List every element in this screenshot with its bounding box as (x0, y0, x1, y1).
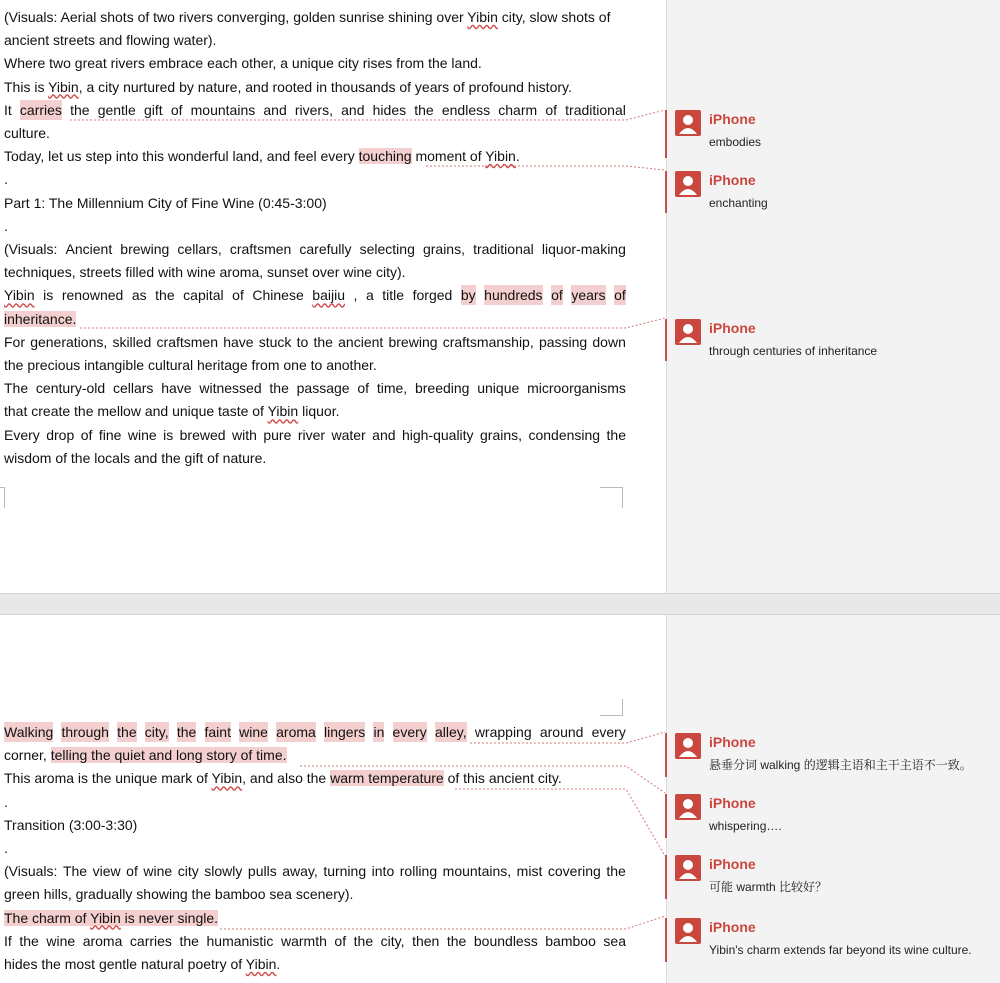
text-run: down (592, 333, 626, 350)
text-run: Transition (3:00-3:30) (4, 816, 138, 833)
crop-mark (600, 487, 623, 508)
commented-text: of (551, 287, 563, 304)
text-line[interactable] (4, 792, 626, 812)
comment-text: through centuries of inheritance (709, 344, 878, 358)
text-run: Ancient (65, 241, 113, 257)
text-run: passing (538, 333, 588, 350)
text-run: rolling (399, 863, 438, 880)
text-run: traditional (565, 101, 626, 118)
text-run: corner, (4, 747, 51, 764)
text-run: pulls (247, 863, 277, 880)
text-run: moment of (411, 148, 486, 165)
commented-text: touching (358, 148, 412, 165)
text-line[interactable] (4, 355, 626, 375)
text-run: is (43, 287, 54, 304)
text-run: title (382, 287, 405, 304)
text-run: Part 1: The Millennium City of Fine Wine (0:45-3:00) (4, 194, 327, 211)
text-run: . (4, 217, 8, 234)
text-line[interactable] (4, 146, 626, 166)
commented-text: in (373, 724, 385, 740)
text-run: city, slow shots of (497, 9, 611, 25)
comment-balloon[interactable] (665, 918, 995, 962)
comment-author: iPhone (709, 320, 756, 336)
text-run: mist (516, 863, 543, 880)
text-run: breeding (414, 380, 470, 397)
text-run: techniques, streets filled with wine aroma, sunset over wine city). (4, 264, 406, 281)
text-line[interactable] (4, 954, 626, 974)
text-run: stuck (258, 333, 292, 350)
comment-text: Yibin's charm extends far beyond its wine culture. (709, 943, 972, 957)
text-run: away, (282, 863, 318, 880)
text-run: warmth (280, 932, 327, 949)
commented-text: warm temperature (330, 770, 444, 787)
text-run: city, (380, 932, 405, 949)
text-run: culture. (4, 125, 50, 141)
text-line[interactable] (4, 722, 626, 742)
text-run: of (334, 932, 347, 949)
comment-text: 可能 warmth 比较好？ (709, 880, 828, 894)
commented-text: city, (144, 724, 169, 740)
text-line[interactable] (4, 908, 626, 928)
text-run: century-old (35, 380, 106, 397)
text-run: the (446, 932, 467, 949)
text-line[interactable] (4, 100, 626, 120)
comment-author: iPhone (709, 795, 756, 811)
text-run: brewed (179, 426, 226, 443)
text-run: Chinese (252, 287, 304, 304)
text-run: to (296, 333, 309, 350)
comment-author: iPhone (709, 919, 756, 935)
text-run: green hills, gradually showing the bamboo sea scenery). (4, 886, 354, 903)
commented-text: of (614, 287, 626, 304)
comment-text: whispering…. (709, 819, 782, 833)
comment-text: 悬垂分词 walking 的逻辑主语和主干主语不一致。 (709, 758, 972, 772)
text-run: view (92, 863, 121, 880)
text-run: city (177, 863, 199, 880)
text-run: unique (477, 380, 520, 397)
text-line[interactable] (4, 53, 626, 73)
text-run: gift (143, 101, 163, 118)
text-run: mountains, (442, 863, 512, 880)
text-line[interactable] (4, 332, 626, 352)
text-run: into (371, 863, 395, 880)
text-run: water (331, 426, 366, 443)
commented-text: the (176, 724, 197, 740)
commented-text: wine (239, 724, 268, 740)
text-run: pure (263, 426, 292, 443)
comment-author: iPhone (709, 111, 756, 127)
text-run: the (19, 932, 39, 949)
text-line[interactable] (4, 401, 626, 421)
text-run: wine (127, 426, 157, 443)
text-run: This aroma is the unique mark of (4, 770, 212, 787)
user-icon (675, 110, 701, 136)
text-line[interactable] (4, 30, 626, 50)
text-run: , (353, 287, 358, 304)
text-run: the (269, 380, 289, 397)
document-page-2[interactable] (0, 615, 666, 983)
comment-balloon[interactable] (665, 319, 995, 361)
commented-text: aroma (276, 724, 316, 740)
text-line[interactable] (4, 169, 626, 189)
text-run: Yibin (485, 148, 516, 165)
text-line[interactable] (4, 838, 626, 858)
text-line[interactable] (4, 378, 626, 398)
text-run: passage (296, 380, 350, 397)
text-run: condensing (528, 426, 601, 443)
comment-balloon[interactable] (665, 171, 995, 213)
text-run: grains, (422, 241, 465, 257)
text-run: Yibin (245, 956, 277, 972)
text-run: a (365, 287, 374, 304)
text-line[interactable] (4, 285, 626, 305)
text-run: and (263, 101, 287, 118)
text-run: cellars (112, 380, 154, 397)
text-run: and (372, 426, 396, 443)
text-run: as (131, 287, 147, 304)
text-run: generations, (30, 333, 108, 350)
user-icon (675, 319, 701, 345)
comment-author: iPhone (709, 856, 756, 872)
user-icon (675, 855, 701, 881)
commented-text: is never single. (120, 909, 219, 926)
text-run: (Visuals: Aerial shots of two rivers converging, golden sunrise shining over (4, 9, 468, 25)
text-run: brewing (120, 241, 170, 257)
text-line[interactable] (4, 262, 626, 282)
text-run: Where two great rivers embrace each other, a unique city rises from the land. (4, 55, 482, 72)
comment-author: iPhone (709, 734, 756, 750)
text-line[interactable] (4, 745, 626, 765)
comment-margin-1 (666, 0, 1000, 593)
document-page-1[interactable] (0, 0, 666, 593)
text-run: . (515, 148, 520, 165)
text-run: . (4, 171, 8, 188)
text-line[interactable] (4, 931, 626, 951)
text-run: covering (547, 863, 601, 880)
text-run: (Visuals: (4, 241, 58, 257)
text-run: If (4, 932, 12, 949)
text-run: , and also the (242, 770, 331, 787)
text-run: drop (46, 426, 75, 443)
text-run: selecting (359, 241, 415, 257)
commented-text: inheritance. (4, 310, 77, 327)
text-line[interactable] (4, 448, 626, 468)
text-run: . (276, 956, 281, 972)
text-run: Today, let us step into this wonderful land, and feel every (4, 148, 359, 165)
text-run: brewing (388, 333, 438, 350)
text-run: of this ancient city. (443, 770, 562, 787)
text-run: skilled (112, 333, 152, 350)
commented-text: hundreds (484, 287, 543, 304)
text-run: the (606, 426, 626, 443)
text-run: of (126, 863, 138, 880)
text-run: humanistic (206, 932, 274, 949)
text-run: the (155, 287, 175, 304)
text-run: have (223, 333, 254, 350)
page-break-gap (0, 593, 1000, 615)
commented-text: alley, (434, 724, 467, 740)
text-run: and (341, 101, 365, 118)
avatar (675, 794, 701, 820)
text-run: The (62, 863, 88, 880)
commented-text: years (571, 287, 606, 304)
text-run: . (4, 793, 8, 810)
text-run: wisdom of the locals and the gift of nature. (4, 449, 267, 466)
commented-text: the (117, 724, 137, 740)
text-run: craftsmanship, (442, 333, 534, 350)
text-line[interactable] (4, 425, 626, 445)
avatar (675, 918, 701, 944)
text-run: the (70, 101, 90, 118)
text-run: of (232, 287, 244, 304)
text-run: sea (603, 932, 626, 949)
text-run: craftsmen (229, 241, 292, 257)
user-icon (675, 918, 701, 944)
text-run: . (4, 840, 8, 856)
text-run: have (161, 380, 192, 397)
text-run: river (297, 426, 326, 443)
text-run: then (412, 932, 440, 949)
crop-mark (0, 487, 5, 508)
commented-text: every (392, 724, 427, 740)
text-run: of (170, 101, 183, 118)
commented-text: Yibin (90, 909, 121, 926)
avatar (675, 171, 701, 197)
text-run: the (414, 101, 434, 118)
text-line[interactable] (4, 815, 626, 835)
text-run: mountains (190, 101, 256, 118)
text-line[interactable] (4, 7, 626, 27)
text-run: , a city nurtured by nature, and rooted in thousands of years of profound history. (78, 78, 572, 95)
avatar (675, 110, 701, 136)
text-run: the (606, 863, 626, 880)
commented-text: through (61, 724, 109, 740)
commented-text: carries (19, 101, 62, 118)
text-run: For (4, 333, 25, 350)
text-run: grains, (480, 426, 523, 443)
text-run: renowned (61, 287, 124, 304)
text-line[interactable] (4, 193, 626, 213)
text-run: liquor. (298, 403, 340, 420)
text-run: traditional (473, 241, 534, 257)
text-run: Yibin (4, 287, 35, 304)
text-line[interactable] (4, 123, 626, 143)
comment-author: iPhone (709, 172, 756, 188)
text-line[interactable] (4, 216, 626, 236)
text-run: Yibin (211, 770, 243, 787)
comment-balloon[interactable] (665, 110, 995, 158)
text-run: carefully (299, 241, 352, 257)
text-run: high-quality (401, 426, 474, 443)
text-run: capital (183, 287, 224, 304)
text-run: wrapping (474, 724, 532, 740)
text-run: time, (376, 380, 408, 397)
text-run: liquor-making (541, 241, 626, 257)
commented-text: lingers (324, 724, 366, 740)
commented-text: by (460, 287, 476, 304)
avatar (675, 733, 701, 759)
text-run: of (357, 380, 370, 397)
text-run: cellars, (177, 241, 222, 257)
text-line[interactable] (4, 239, 626, 259)
user-icon (675, 794, 701, 820)
text-line[interactable] (4, 309, 626, 329)
text-run: It (4, 101, 12, 118)
text-run: Yibin (267, 403, 299, 420)
text-line[interactable] (4, 884, 626, 904)
text-run: every (591, 724, 626, 740)
text-run: turning (323, 863, 367, 880)
text-run: aroma (82, 932, 123, 949)
commented-text: The charm of (4, 909, 91, 926)
text-run: ancient (338, 333, 384, 350)
comment-balloon[interactable] (665, 855, 995, 899)
text-run: gentle (97, 101, 136, 118)
text-run: ancient streets and flowing water). (4, 32, 217, 49)
text-run: fine (98, 426, 122, 443)
text-run: is (163, 426, 174, 443)
text-run: hides the most gentle natural poetry of (4, 956, 246, 972)
text-run: the (313, 333, 333, 350)
text-run: around (539, 724, 584, 740)
text-run: boundless (473, 932, 538, 949)
text-line[interactable] (4, 861, 626, 881)
comment-text: embodies (709, 135, 762, 149)
text-run: bamboo (545, 932, 596, 949)
text-run: carries (129, 932, 172, 949)
text-run: Yibin (467, 9, 498, 25)
crop-mark (600, 699, 623, 716)
text-run: This is (4, 78, 49, 95)
text-line[interactable] (4, 77, 626, 97)
text-line[interactable] (4, 768, 626, 788)
text-run: Every (4, 426, 40, 443)
user-icon (675, 733, 701, 759)
commented-text: faint (204, 724, 231, 740)
commented-text: telling the quiet and long story of time. (50, 747, 287, 764)
text-run: wine (143, 863, 173, 880)
text-run: the precious intangible cultural heritage from one to another. (4, 357, 377, 373)
text-run: rivers, (294, 101, 333, 118)
text-run: of (80, 426, 93, 443)
text-run: charm (498, 101, 538, 118)
user-icon (675, 171, 701, 197)
text-run: of (545, 101, 557, 118)
text-run: forged (412, 287, 453, 304)
comment-balloon[interactable] (665, 794, 995, 838)
comment-balloon[interactable] (665, 733, 995, 777)
text-run: that create the mellow and unique taste of (4, 403, 268, 420)
text-run: (Visuals: (4, 863, 58, 880)
text-run: hides (372, 101, 407, 118)
avatar (675, 319, 701, 345)
text-run: the (353, 932, 374, 949)
text-run: Yibin (48, 78, 79, 95)
text-run: endless (441, 101, 491, 118)
text-run: wine (46, 932, 76, 949)
text-run: witnessed (199, 380, 262, 397)
comment-text: enchanting (709, 196, 768, 210)
text-run: slowly (204, 863, 243, 880)
avatar (675, 855, 701, 881)
text-run: the (179, 932, 199, 949)
text-run: baijiu (312, 287, 345, 304)
text-run: craftsmen (156, 333, 218, 350)
text-run: microorganisms (527, 380, 626, 397)
commented-text: Walking (4, 724, 54, 740)
text-run: The (4, 380, 29, 397)
text-run: with (232, 426, 257, 443)
